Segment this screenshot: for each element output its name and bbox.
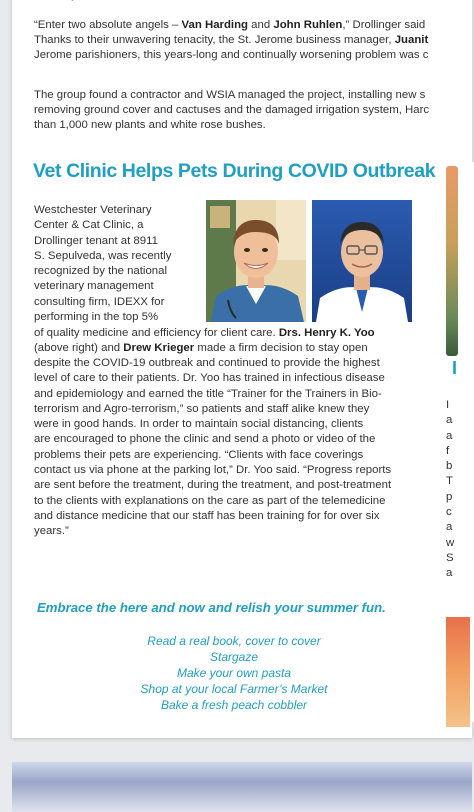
- body-line: to the clients with explanations on the care as part of the telemedicine: [34, 494, 386, 507]
- wrap-line: S. Sepulveda, was recently: [34, 249, 172, 262]
- body-line: are sent before the treatment, during the treatment, and post-treatment: [34, 479, 392, 492]
- photo-drew-krieger: [206, 200, 306, 322]
- portrait-image: [206, 200, 306, 322]
- intro-line-2: Thanks to their unwavering tenacity, the St. Jerome business manager, Juanit: [34, 34, 429, 46]
- list-item: Shop at your local Farmer’s Market: [140, 682, 328, 696]
- wrap-line: Westchester Veterinary: [34, 204, 152, 216]
- adjacent-letter: a: [446, 521, 453, 534]
- adjacent-letter: a: [446, 567, 453, 580]
- adjacent-letter: T: [446, 475, 453, 488]
- adjacent-letter: S: [446, 551, 454, 564]
- body-line: were in good hands. In order to maintain social distancing, clients: [34, 418, 364, 431]
- summer-tagline: Embrace the here and now and relish your summer fun.: [37, 600, 386, 615]
- list-item: Bake a fresh peach cobbler: [160, 698, 308, 712]
- adjacent-text: [446, 398, 474, 582]
- adjacent-column: [444, 162, 474, 722]
- adjacent-letter: I: [446, 399, 450, 411]
- adjacent-letter: a: [446, 414, 453, 427]
- next-page-preview: [12, 762, 472, 812]
- body-line: level of care to their patients. Dr. Yoo has trained in infectious disease: [34, 372, 385, 385]
- body-line: and epidemiology and earned the title “Trainer for the Trainers in Bio-: [34, 387, 382, 400]
- body-line: are encouraged to phone the clinic and send a photo or video of the: [34, 433, 376, 446]
- article-line-10: (above right) and Drew Krieger made a firm decision to stay open: [34, 342, 368, 354]
- wrap-line: Center & Cat Clinic, a: [34, 219, 144, 232]
- adjacent-image-strip: [446, 617, 470, 727]
- intro-line-0: [34, 0, 472, 3]
- article-wrap-text: [34, 203, 204, 325]
- photo-henry-yoo: [312, 200, 412, 322]
- article-headline: Vet Clinic Helps Pets During COVID Outbreak: [33, 160, 436, 182]
- body-line: years.”: [34, 525, 69, 538]
- body-line: terrorism and Agro-terrorism,” so patients and staff alike knew they: [34, 402, 370, 415]
- body-line: problems their pets are experiencing. “Clients with face coverings: [34, 448, 364, 461]
- summer-list: [34, 633, 434, 713]
- wrap-line: performing in the top 5%: [34, 311, 159, 324]
- intro-p2-line-1: The group found a contractor and WSIA managed the project, installing new s: [34, 89, 426, 101]
- intro-p2-line-3: than 1,000 new plants and white rose bushes.: [34, 119, 266, 131]
- wrap-line: Drollinger tenant at 8911: [34, 234, 158, 247]
- list-item: Make your own pasta: [176, 666, 292, 680]
- body-line: despite the COVID-19 outbreak and continued to provide the highest: [34, 357, 380, 369]
- intro-p2-line-2: removing ground cover and cactuses and the damaged irrigation system, Harc: [34, 104, 430, 116]
- adjacent-letter: a: [446, 429, 453, 442]
- adjacent-photo-strip: [446, 166, 458, 356]
- adjacent-letter: c: [446, 506, 452, 519]
- body-line: and distance medicine that our staff has been training for for over six: [34, 509, 380, 522]
- intro-line-3: Jerome parishioners, this years-long and continually worsening problem was c: [34, 49, 429, 61]
- list-item: Stargaze: [209, 650, 259, 664]
- wrap-line: veterinary management: [34, 280, 154, 293]
- adjacent-letter: w: [446, 536, 455, 549]
- portrait-image: [312, 200, 412, 322]
- adjacent-letter: b: [446, 460, 453, 473]
- body-line: contact us via phone at the parking lot,” Dr. Yoo said. “Progress reports: [34, 464, 392, 477]
- list-item: Read a real book, cover to cover: [147, 634, 321, 648]
- intro-line-1: “Enter two absolute angels – Van Harding and John Ruhlen,” Drollinger said: [34, 19, 426, 31]
- wrap-line: recognized by the national: [34, 265, 167, 278]
- article-body: [34, 356, 439, 540]
- adjacent-letter: f: [446, 444, 450, 457]
- article-line-9: of quality medicine and efficiency for client care. Drs. Henry K. Yoo: [34, 327, 375, 339]
- wrap-line: consulting firm, IDEXX for: [34, 295, 165, 308]
- document-page: [12, 0, 472, 738]
- adjacent-letter: p: [446, 490, 453, 503]
- adjacent-heading: I: [452, 358, 458, 378]
